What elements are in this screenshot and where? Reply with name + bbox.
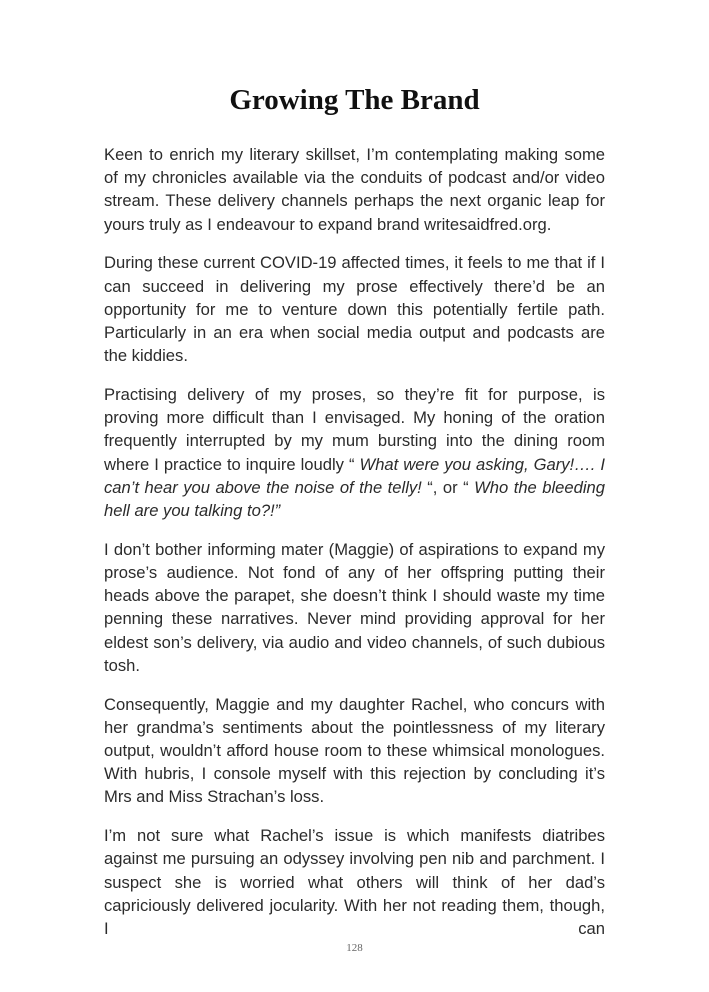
paragraph-3-text-b: “, or “: [421, 477, 475, 497]
paragraph-2: During these current COVID-19 affected times, it feels to me that if I can succeed in delivering my prose effectively there’d be an opportunity for me to venture down this potentially fertile path. Particularly in an era when social media output and podcasts are the kiddies.: [104, 253, 605, 366]
paragraph-3: [104, 383, 605, 522]
paragraph-3-quote-a: What were you asking, Gary!…. I can’t hear you above the noise of the telly!: [104, 454, 605, 497]
paragraph-5: Consequently, Maggie and my daughter Rachel, who concurs with her grandma’s sentiments about the pointlessness of my literary output, wouldn’t afford house room to these whimsical monologues. With hubris, I console myself with this rejection by concluding it’s Mrs and Miss Strachan’s loss.: [104, 694, 605, 807]
chapter-title: Growing The Brand: [229, 84, 480, 116]
paragraph-1: Keen to enrich my literary skillset, I’m contemplating making some of my chronicles available via the conduits of podcast and/or video stream. These delivery channels perhaps the next organic leap for yours truly as I endeavour to expand brand writesaidfred.org.: [104, 145, 605, 234]
chapter-body: [104, 143, 605, 940]
paragraph-3-text-a: Practising delivery of my proses, so they’re fit for purpose, is proving more difficult than I envisaged. My honing of the oration frequently interrupted by my mum bursting into the dining room where I practice to inquire loudly “: [104, 385, 605, 474]
page-number: 128: [346, 942, 363, 954]
paragraph-6: I’m not sure what Rachel’s issue is which manifests diatribes against me pursuing an odyssey involving pen nib and parchment. I suspect she is worried what others will think of her dad’s capriciously delivered jocularity. With her not reading them, though, I can: [104, 826, 605, 939]
paragraph-3-quote-b: Who the bleeding hell are you talking to?!”: [104, 477, 606, 521]
paragraph-4: I don’t bother informing mater (Maggie) of aspirations to expand my prose’s audience. Not fond of any of her offspring putting their heads above the parapet, she doesn’t think I should waste my time penning these narratives. Never mind providing approval for her eldest son’s delivery, via audio and video channels, of such dubious tosh.: [104, 539, 605, 675]
